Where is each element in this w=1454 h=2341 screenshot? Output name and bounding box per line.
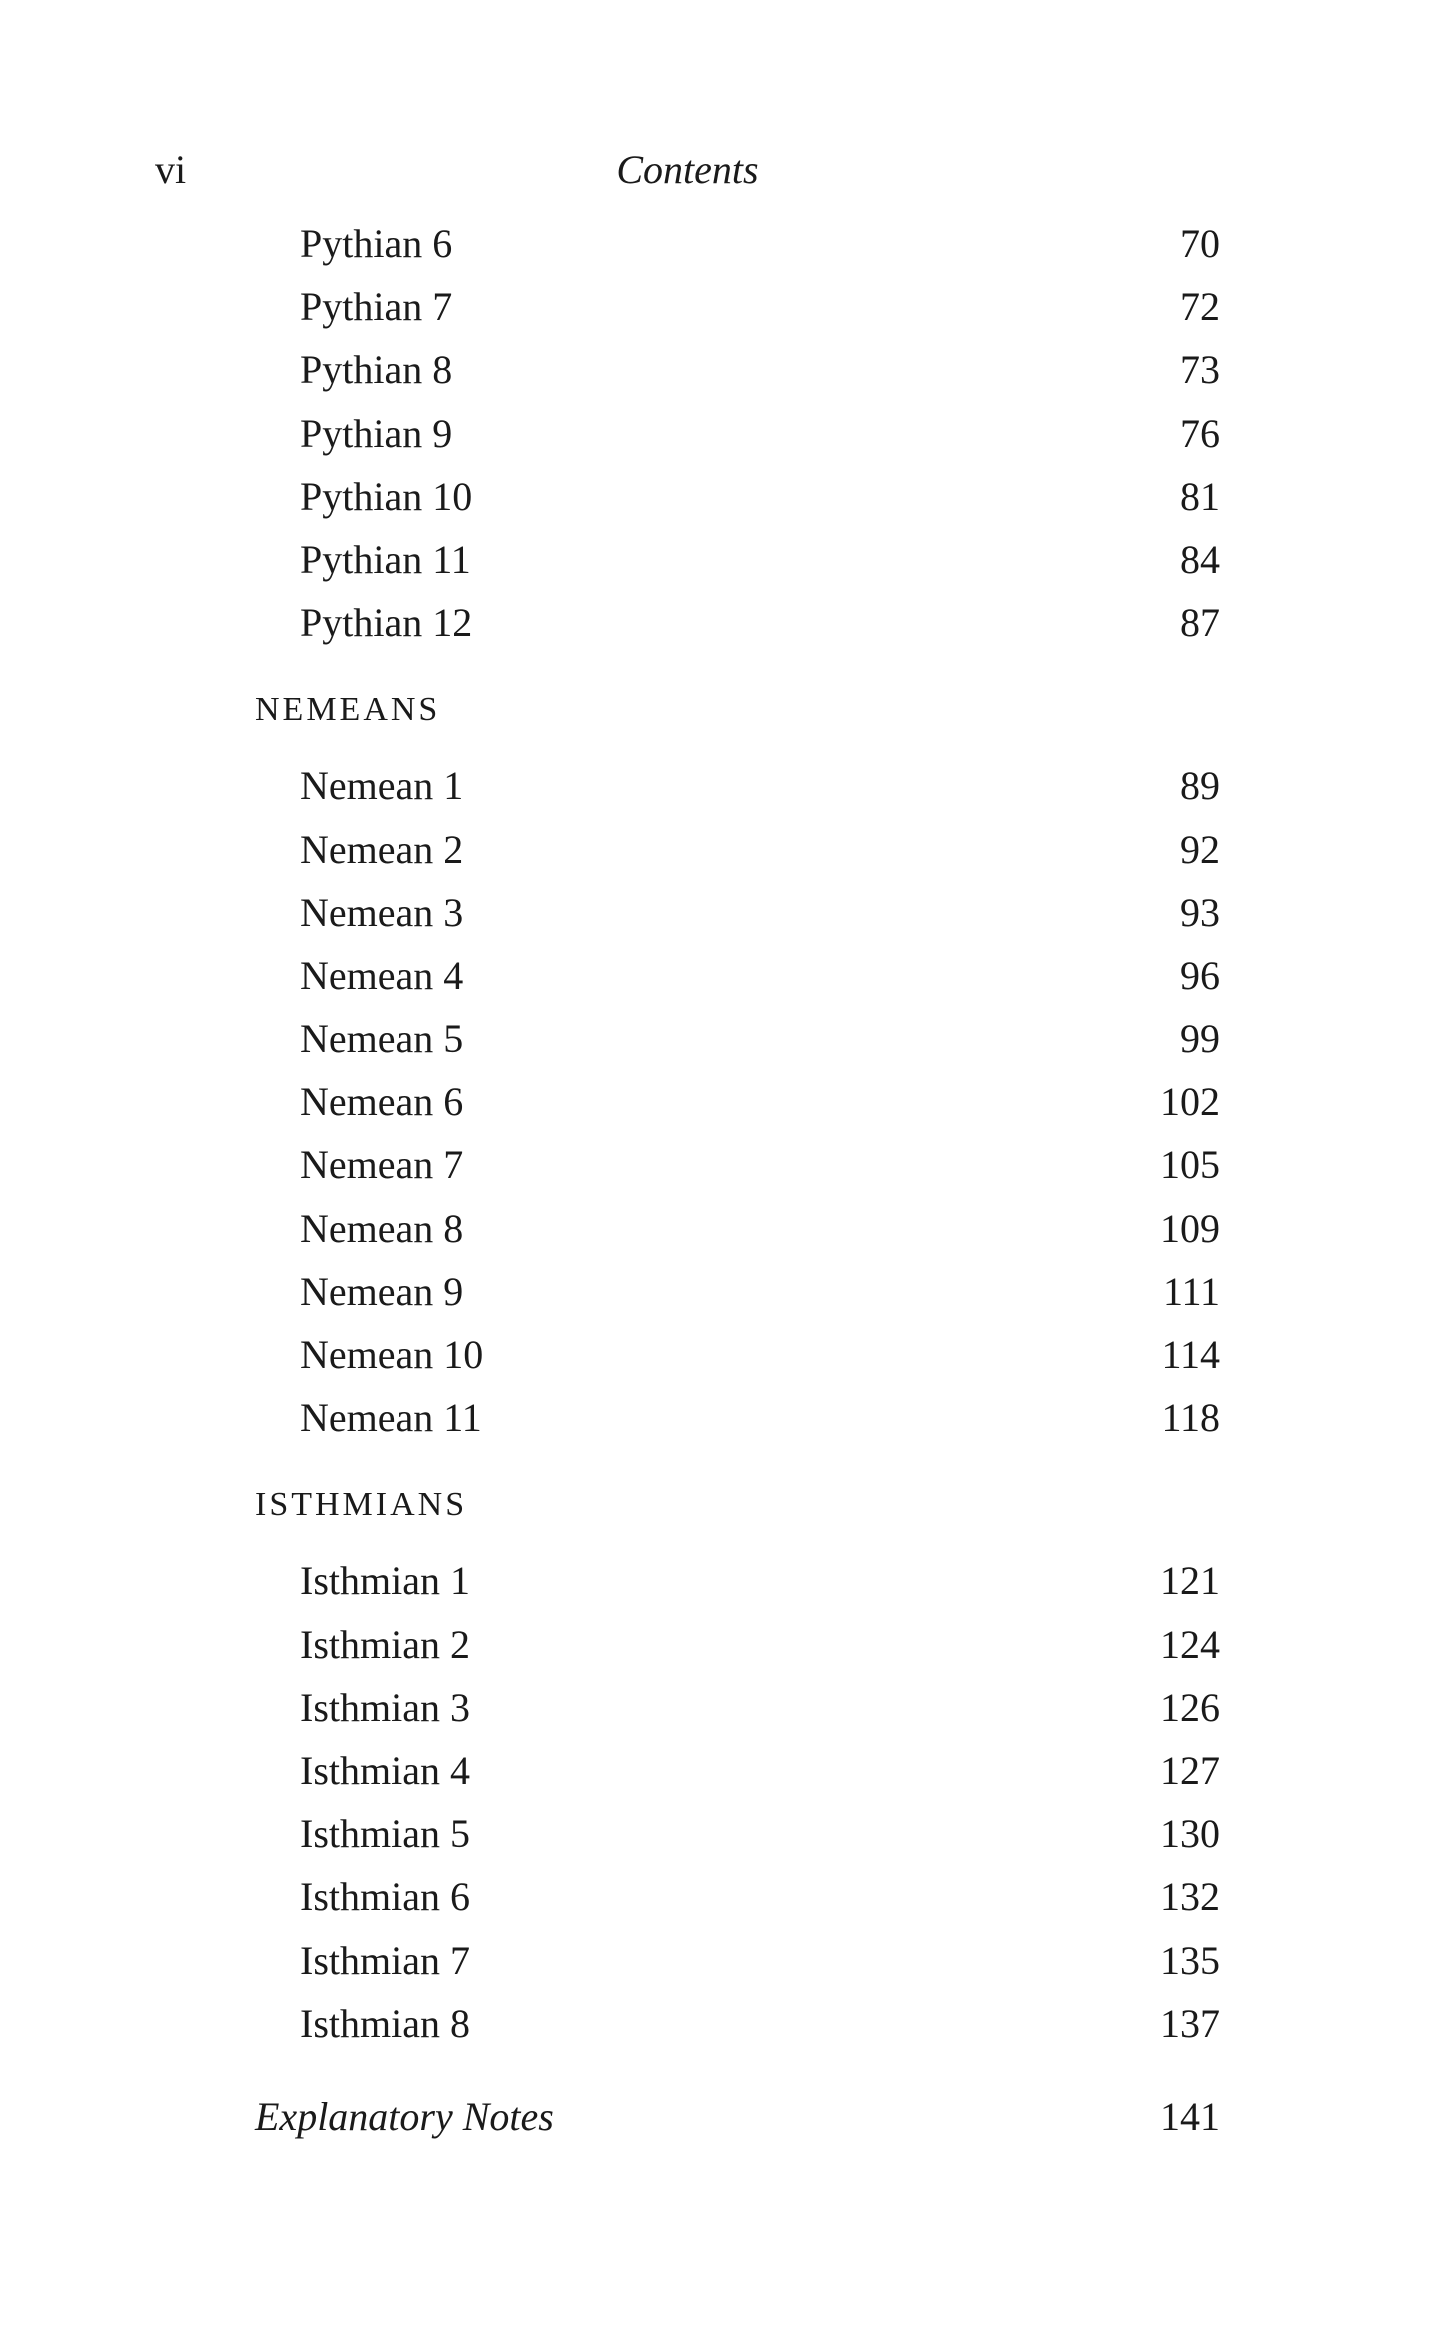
toc-entry: [255, 338, 1220, 401]
entry-page: 141: [1160, 2093, 1220, 2139]
entry-page: 81: [1180, 473, 1220, 519]
toc-entry: [255, 1386, 1220, 1449]
section-heading-text: ISTHMIANS: [255, 1486, 468, 1524]
toc-entry: [255, 465, 1220, 528]
entry-page: 114: [1161, 1332, 1220, 1377]
entry-page: 105: [1160, 1142, 1220, 1188]
toc-entry: [255, 1323, 1220, 1386]
running-title: Contents: [616, 147, 759, 192]
entry-page: 109: [1160, 1205, 1220, 1251]
isthmians-list: [255, 1549, 1220, 2055]
table-of-contents: [255, 212, 1220, 2148]
entry-title: Isthmian 3: [300, 1684, 470, 1730]
entry-page: 135: [1160, 1937, 1220, 1983]
entry-page: 127: [1160, 1747, 1220, 1793]
entry-page: 73: [1180, 347, 1220, 393]
entry-title: Pythian 11: [300, 536, 471, 582]
entry-title: Isthmian 1: [300, 1558, 470, 1604]
entry-page: 132: [1160, 1874, 1220, 1920]
entry-title: Nemean 5: [300, 1016, 464, 1062]
explanatory-notes-entry: [255, 2085, 1220, 2148]
pythians-list: [255, 212, 1220, 654]
entry-title: Isthmian 5: [300, 1811, 470, 1857]
toc-entry: [255, 881, 1220, 944]
entry-page: 93: [1180, 889, 1220, 935]
section-heading-text: NEMEANS: [255, 691, 441, 729]
entry-title: Pythian 10: [300, 473, 473, 519]
entry-title: Isthmian 6: [300, 1874, 470, 1920]
entry-title: Nemean 7: [300, 1142, 464, 1188]
toc-entry: [255, 1549, 1220, 1612]
entry-title: Pythian 8: [300, 347, 453, 393]
entry-title: Isthmian 8: [300, 2000, 470, 2046]
page-number: vi: [155, 147, 187, 192]
entry-title: Pythian 7: [300, 284, 453, 330]
entry-page: 96: [1180, 952, 1220, 998]
entry-title: Nemean 6: [300, 1079, 464, 1125]
entry-title: Nemean 11: [300, 1395, 482, 1441]
entry-title: Isthmian 7: [300, 1937, 470, 1983]
entry-page: 126: [1160, 1684, 1220, 1730]
entry-title: Nemean 8: [300, 1205, 464, 1251]
entry-title: Pythian 12: [300, 600, 473, 646]
toc-entry: [255, 1007, 1220, 1070]
running-head: [155, 140, 1220, 200]
toc-entry: [255, 528, 1220, 591]
entry-page: 137: [1160, 2000, 1220, 2046]
entry-page: 130: [1160, 1811, 1220, 1857]
entry-page: 102: [1160, 1079, 1220, 1125]
toc-entry: [255, 1739, 1220, 1802]
toc-entry: [255, 818, 1220, 881]
toc-entry: [255, 1802, 1220, 1865]
toc-entry: [255, 591, 1220, 654]
toc-entry: [255, 1070, 1220, 1133]
entry-page: 118: [1161, 1395, 1220, 1441]
entry-page: 76: [1180, 410, 1220, 456]
entry-page: 87: [1180, 600, 1220, 646]
entry-title: Nemean 9: [300, 1268, 464, 1314]
entry-page: 111: [1162, 1268, 1220, 1314]
toc-entry: [255, 1992, 1220, 2055]
entry-page: 92: [1180, 826, 1220, 872]
section-heading-nemeans: [255, 676, 1220, 744]
toc-entry: [255, 1676, 1220, 1739]
entry-title: Nemean 3: [300, 889, 464, 935]
toc-entry: [255, 1929, 1220, 1992]
entry-title: Nemean 1: [300, 763, 464, 809]
entry-title: Nemean 10: [300, 1332, 484, 1377]
toc-entry: [255, 1133, 1220, 1196]
toc-entry: [255, 754, 1220, 817]
entry-page: 124: [1160, 1621, 1220, 1667]
entry-page: 70: [1180, 221, 1220, 266]
entry-title: Isthmian 2: [300, 1621, 470, 1667]
toc-entry: [255, 212, 1220, 275]
nemeans-list: [255, 754, 1220, 1449]
entry-title: Pythian 9: [300, 410, 453, 456]
toc-entry: [255, 275, 1220, 338]
entry-page: 84: [1180, 536, 1220, 582]
entry-title: Isthmian 4: [300, 1747, 470, 1793]
entry-title: Nemean 4: [300, 952, 464, 998]
entry-page: 89: [1180, 763, 1220, 809]
section-heading-isthmians: [255, 1471, 1220, 1539]
entry-page: 72: [1180, 284, 1220, 330]
toc-entry: [255, 1865, 1220, 1928]
entry-title: Nemean 2: [300, 826, 464, 872]
toc-entry: [255, 402, 1220, 465]
toc-entry: [255, 1613, 1220, 1676]
entry-page: 121: [1160, 1558, 1220, 1604]
toc-entry: [255, 944, 1220, 1007]
entry-page: 99: [1180, 1016, 1220, 1062]
toc-entry: [255, 1260, 1220, 1323]
toc-entry: [255, 1197, 1220, 1260]
entry-title: Pythian 6: [300, 221, 453, 266]
entry-title: Explanatory Notes: [255, 2093, 554, 2139]
